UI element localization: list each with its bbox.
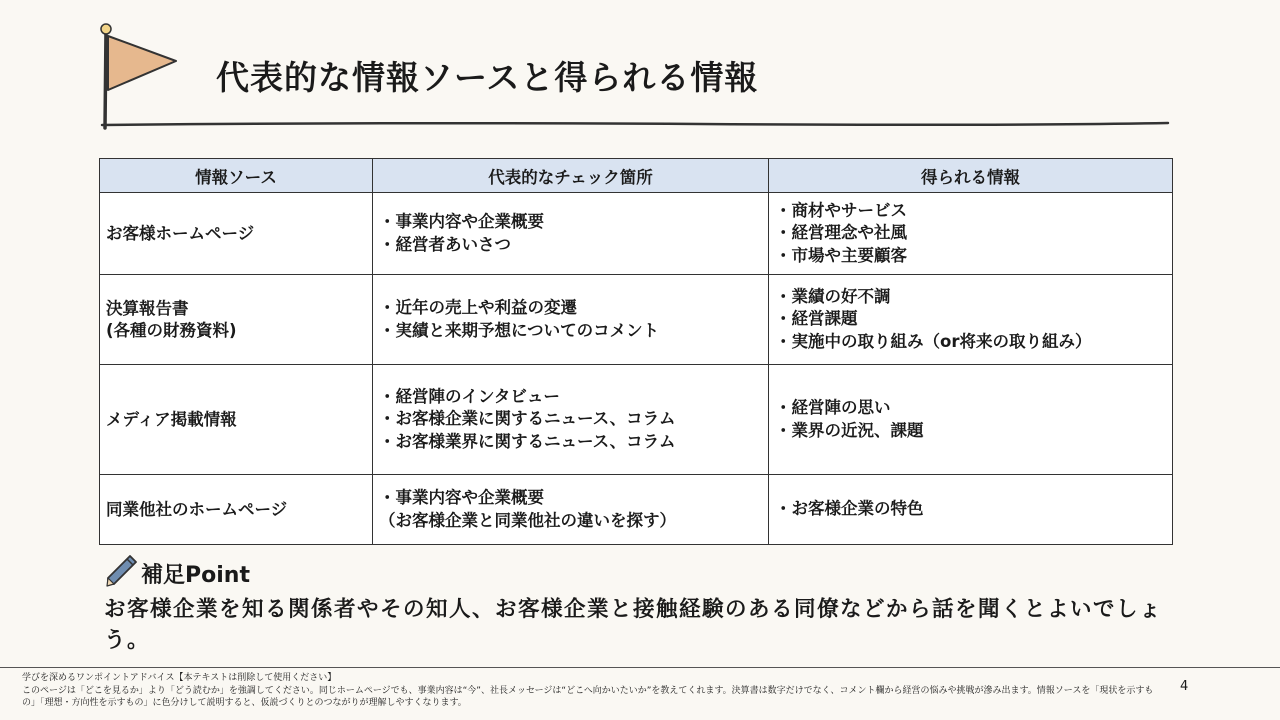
list-item: ・実施中の取り組み（or将来の取り組み） (775, 331, 1092, 351)
info-cell (769, 275, 1173, 365)
source-cell (100, 365, 373, 475)
list-item: ・経営陣の思い (775, 398, 891, 417)
footer-title: 学びを深めるワンポイントアドバイス【本テキストは削除して使用ください】 (22, 673, 337, 683)
list-item: ・実績と来期予想についてのコメント (379, 320, 660, 340)
checks-cell (373, 475, 769, 545)
page-number: 4 (1180, 679, 1189, 694)
source-cell (100, 475, 373, 545)
info-cell (769, 365, 1173, 475)
header-source: 情報ソース (100, 159, 373, 193)
checks-cell (373, 193, 769, 275)
footer-note (22, 672, 1162, 710)
table-header-row (100, 159, 1173, 193)
list-item: ・お客様企業の特色 (775, 499, 924, 519)
source-text: 決算報告書 (106, 298, 189, 318)
title-underline (100, 118, 1170, 130)
table-row (100, 275, 1173, 365)
checks-cell (373, 275, 769, 365)
list-item: ・お客様業界に関するニュース、コラム (379, 431, 676, 451)
source-text: (各種の財務資料) (106, 320, 237, 340)
info-source-table (99, 158, 1173, 545)
source-text: 同業他社のホームページ (106, 499, 288, 519)
table-row (100, 193, 1173, 275)
point-label: 補足Point (141, 563, 250, 588)
list-item: ・近年の売上や利益の変遷 (379, 298, 577, 317)
table-row (100, 475, 1173, 545)
table-row (100, 365, 1173, 475)
header-info: 得られる情報 (769, 159, 1173, 193)
list-item: ・お客様企業に関するニュース、コラム (379, 409, 676, 429)
source-text: メディア掲載情報 (106, 409, 237, 429)
list-item: ・経営課題 (775, 309, 858, 329)
list-item: ・市場や主要顧客 (775, 245, 907, 265)
source-text: お客様ホームページ (106, 223, 255, 243)
flag-icon (96, 20, 186, 132)
list-item: （お客様企業と同業他社の違いを探す） (379, 510, 676, 530)
list-item: ・業績の好不調 (775, 286, 891, 306)
pencil-icon (103, 553, 139, 589)
checks-cell (373, 365, 769, 475)
footer-divider (0, 667, 1280, 668)
info-cell (769, 193, 1173, 275)
list-item: ・経営理念や社風 (775, 223, 907, 243)
list-item: ・経営者あいさつ (379, 234, 511, 254)
source-cell (100, 193, 373, 275)
page-title: 代表的な情報ソースと得られる情報 (216, 58, 759, 97)
list-item: ・事業内容や企業概要 (379, 488, 544, 507)
list-item: ・商材やサービス (775, 200, 907, 220)
list-item: ・経営陣のインタビュー (379, 386, 560, 406)
footer-body: このページは「どこを見るか」より「どう読むか」を強調してください。同じホームページでも、事業内容は“今”、社長メッセージは“どこへ向かいたいか”を教えてくれます。決算書は数字だけでなく、コメント欄から経営の悩みや挑戦が滲み出ます。情報ソースを「現状を示すもの」「理想・方向性を示すもの」に色分けして説明すると、仮説づくりとのつながりが理解しやすくなります。 (22, 685, 1154, 708)
info-cell (769, 475, 1173, 545)
point-text: お客様企業を知る関係者やその知人、お客様企業と接触経験のある同僚などから話を聞くとよいでしょう。 (104, 597, 1163, 653)
source-cell (100, 275, 373, 365)
list-item: ・事業内容や企業概要 (379, 212, 544, 231)
header-checks: 代表的なチェック箇所 (373, 159, 769, 193)
list-item: ・業界の近況、課題 (775, 420, 924, 440)
